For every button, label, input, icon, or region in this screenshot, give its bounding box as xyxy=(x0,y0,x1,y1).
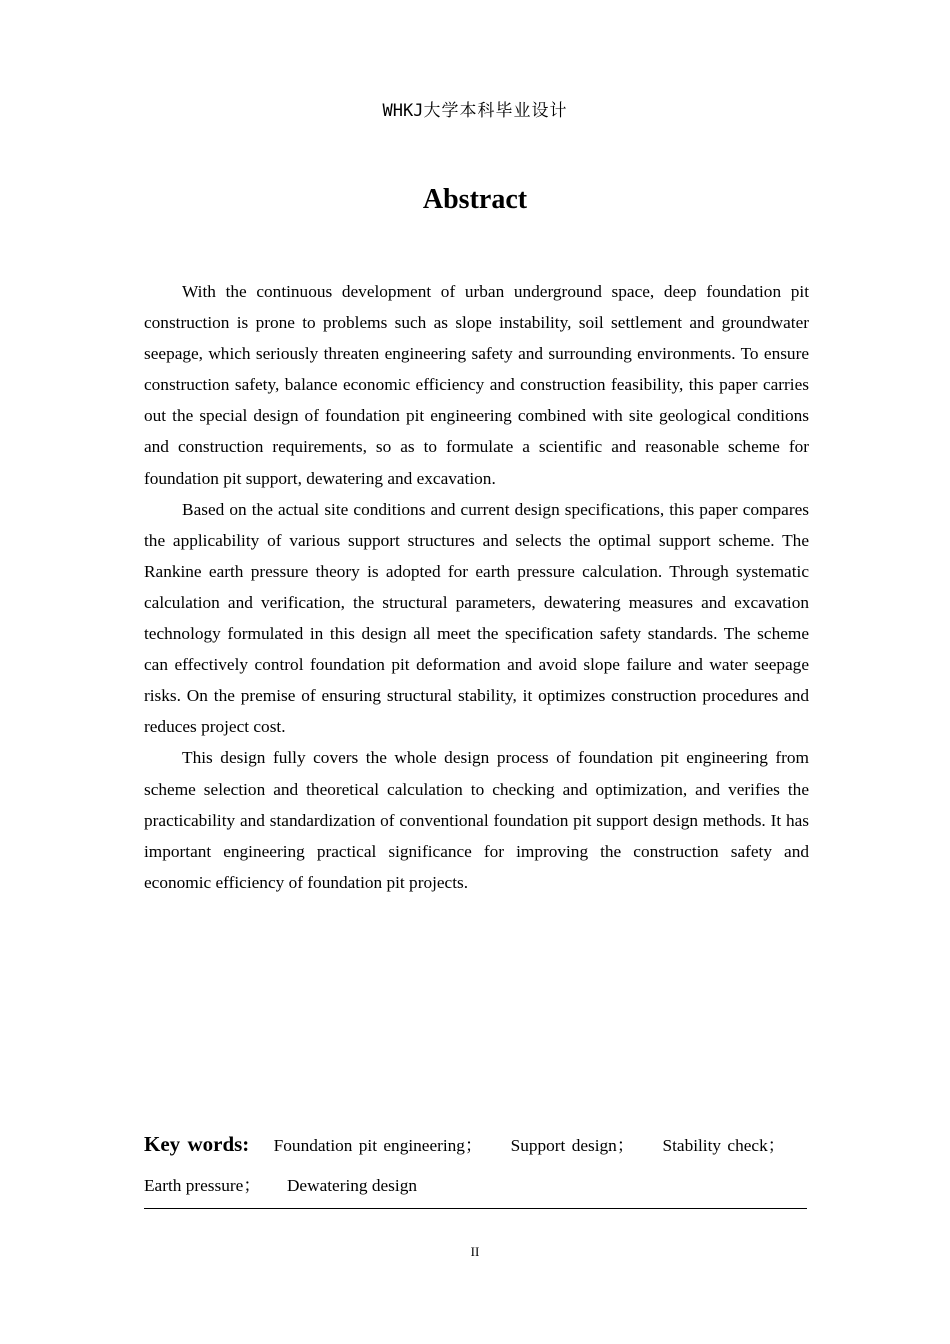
header-cjk: 大学本科毕业设计 xyxy=(423,101,568,121)
header-latin: WHKJ xyxy=(382,101,424,121)
keyword-item: Earth pressure； xyxy=(144,1176,261,1195)
page-number: II xyxy=(470,1244,480,1259)
abstract-body xyxy=(144,276,809,898)
keyword-item: Stability check； xyxy=(662,1136,785,1155)
keywords-label: Key words: xyxy=(144,1132,250,1156)
keyword-item: Foundation pit engineering； xyxy=(273,1136,483,1155)
running-header xyxy=(0,96,950,121)
keywords-block xyxy=(144,1124,807,1209)
abstract-paragraph-2: Based on the actual site conditions and current design specifications, this paper compares the applicability of various support structures and selects the optimal support scheme. The Rankine earth pressure theory is adopted for earth pressure calculation. Through systematic calculation and verification, the structural parameters, dewatering measures and excavation technology formulated in this design all meet the specification safety standards. The scheme can effectively control foundation pit deformation and avoid slope failure and water seepage risks. On the premise of ensuring structural stability, it optimizes construction procedures and reduces project cost. xyxy=(144,499,809,737)
abstract-paragraph-3: This design fully covers the whole design process of foundation pit engineering from scheme selection and theoretical calculation to checking and optimization, and verifies the practicability and standardization of conventional foundation pit support design methods. It has important engineering practical significance for improving the construction safety and economic efficiency of foundation pit projects. xyxy=(144,748,809,892)
keyword-item: Support design； xyxy=(510,1136,635,1155)
abstract-title: Abstract xyxy=(422,184,528,215)
abstract-paragraph-1: With the continuous development of urban underground space, deep foundation pit construction is prone to problems such as slope instability, soil settlement and groundwater seepage, which seriously threaten engineering safety and surrounding environments. To ensure construction safety, balance economic efficiency and construction feasibility, this paper carries out the special design of foundation pit engineering combined with site geological conditions and construction requirements, so as to formulate a scientific and reasonable scheme for foundation pit support, dewatering and excavation. xyxy=(144,282,809,488)
keyword-item: Dewatering design xyxy=(286,1176,417,1195)
